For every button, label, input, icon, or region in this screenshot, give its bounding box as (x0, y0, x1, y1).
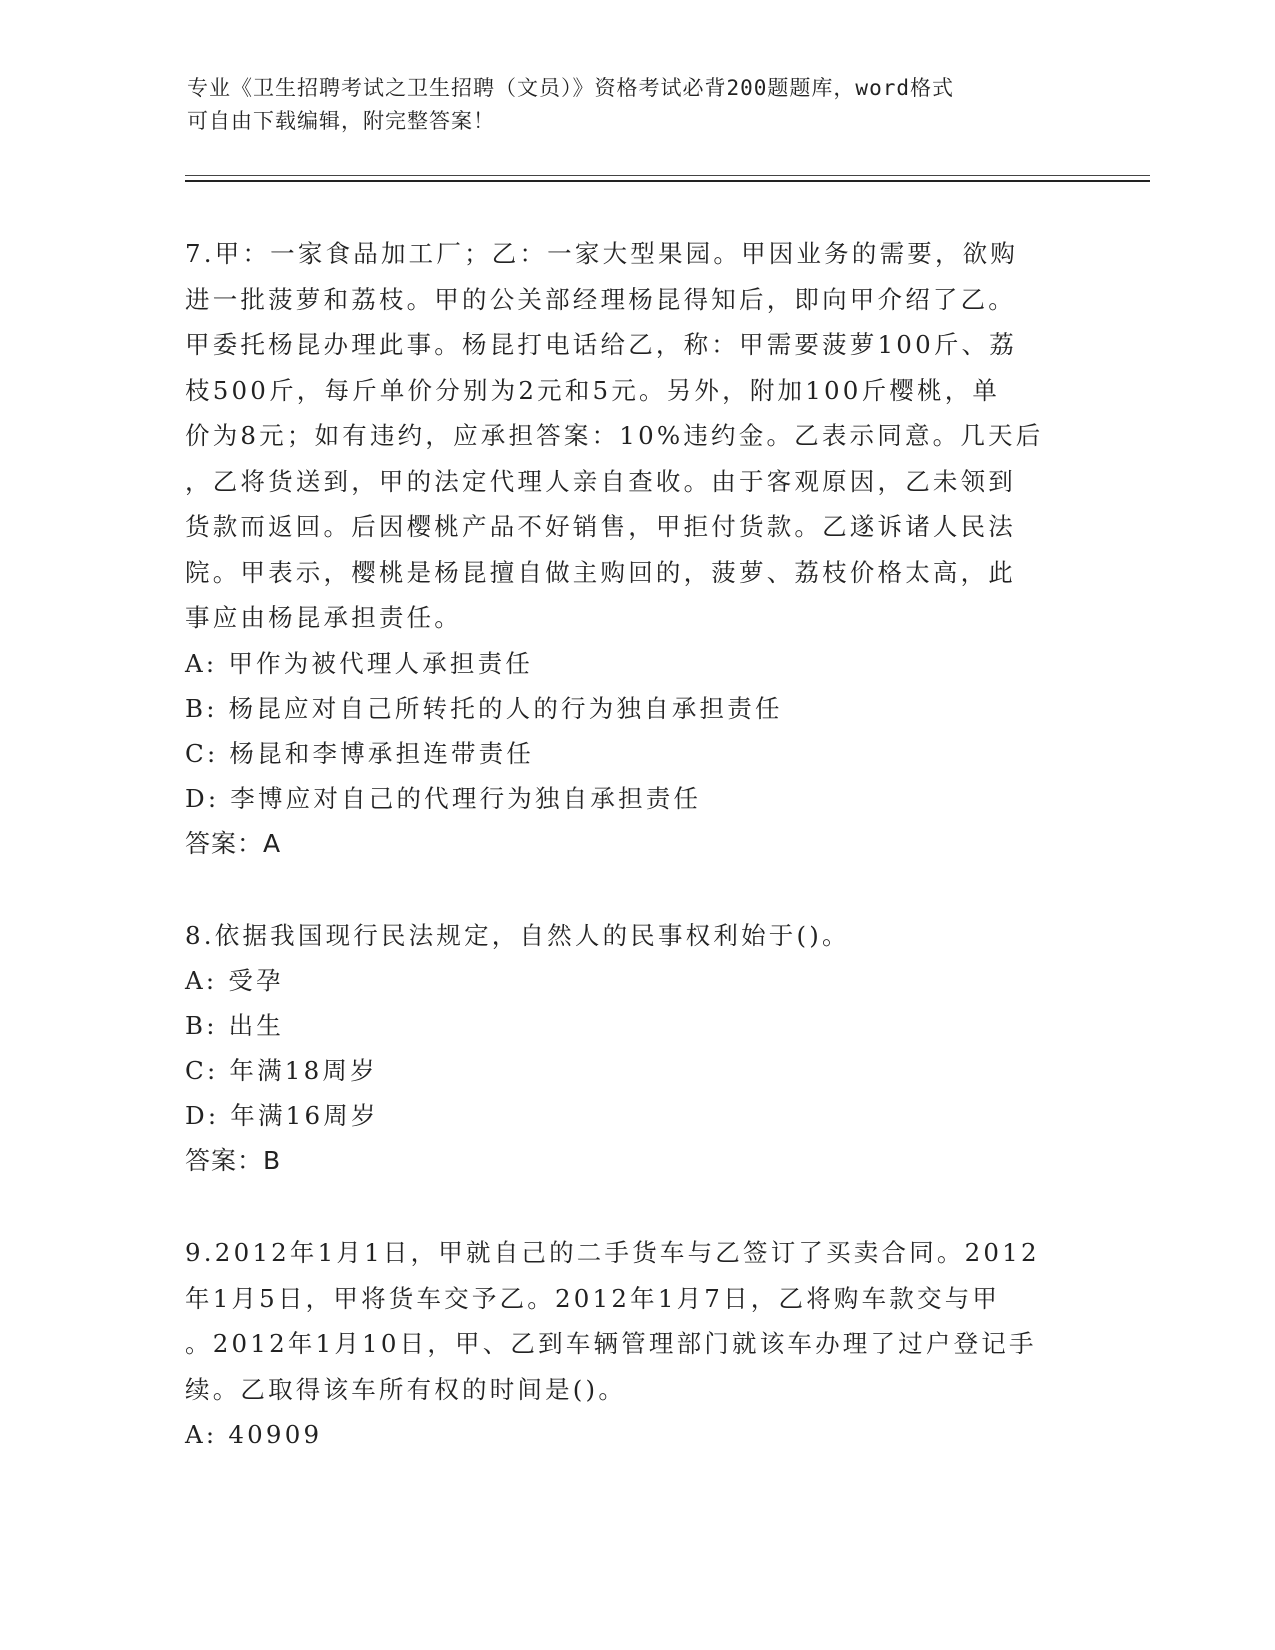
option-a: A: 甲作为被代理人承担责任 (185, 648, 534, 678)
stem-line: 进一批菠萝和荔枝。甲的公关部经理杨昆得知后，即向甲介绍了乙。 (185, 284, 1016, 314)
answer-line: 答案：A (185, 828, 282, 858)
option-d: D: 李博应对自己的代理行为独自承担责任 (185, 783, 702, 813)
stem-line: 8.依据我国现行民法规定，自然人的民事权利始于()。 (185, 920, 850, 950)
question-8 (185, 913, 1085, 1184)
header-divider-thick (185, 180, 1150, 182)
stem-line: ，乙将货送到，甲的法定代理人亲自查收。由于客观原因，乙未领到 (185, 466, 1016, 496)
option-a: A: 受孕 (185, 966, 284, 995)
stem-line: 事应由杨昆承担责任。 (185, 603, 462, 632)
option-a: A: 40909 (185, 1420, 323, 1449)
header-line-2: 可自由下载编辑，附完整答案！ (187, 109, 495, 133)
question-stem (185, 231, 1085, 641)
stem-line: 9.2012年1月1日，甲就自己的二手货车与乙签订了买卖合同。2012 (185, 1238, 1040, 1267)
option-b: B: 杨昆应对自己所转托的人的行为独自承担责任 (185, 693, 783, 723)
question-list (185, 231, 1085, 1457)
stem-line: 价为8元；如有违约，应承担答案：10%违约金。乙表示同意。几天后 (185, 421, 1044, 450)
stem-line: 续。乙取得该车所有权的时间是()。 (185, 1374, 627, 1404)
option-c: C: 杨昆和李博承担连带责任 (185, 738, 535, 768)
option-d: D: 年满16周岁 (185, 1101, 379, 1130)
header-line-1: 专业《卫生招聘考试之卫生招聘（文员）》资格考试必背200题题库，word格式 (187, 76, 954, 100)
stem-line: 货款而返回。后因樱桃产品不好销售，甲拒付货款。乙遂诉诸人民法 (185, 512, 1016, 541)
question-stem (185, 913, 1085, 959)
question-stem (185, 1230, 1085, 1412)
option-b: B: 出生 (185, 1011, 285, 1040)
stem-line: 甲委托杨昆办理此事。杨昆打电话给乙，称：甲需要菠萝100斤、荔 (185, 330, 1017, 359)
question-7 (185, 231, 1085, 866)
answer-line: 答案：B (185, 1146, 282, 1175)
stem-line: 枝500斤，每斤单价分别为2元和5元。另外，附加100斤樱桃，单 (185, 375, 1001, 405)
question-9 (185, 1230, 1085, 1457)
option-c: C: 年满18周岁 (185, 1056, 378, 1085)
header-divider-thin (185, 175, 1150, 176)
question-spacer (185, 866, 1085, 913)
stem-line: 院。甲表示，樱桃是杨昆擅自做主购回的，菠萝、荔枝价格太高，此 (185, 557, 1016, 587)
stem-line: 年1月5日，甲将货车交予乙。2012年1月7日，乙将购车款交与甲 (185, 1283, 1001, 1313)
stem-line: 。2012年1月10日，甲、乙到车辆管理部门就该车办理了过户登记手 (185, 1329, 1037, 1358)
document-header (187, 72, 1087, 138)
question-spacer (185, 1183, 1085, 1230)
stem-line: 7.甲：一家食品加工厂；乙：一家大型果园。甲因业务的需要，欲购 (185, 239, 1019, 268)
